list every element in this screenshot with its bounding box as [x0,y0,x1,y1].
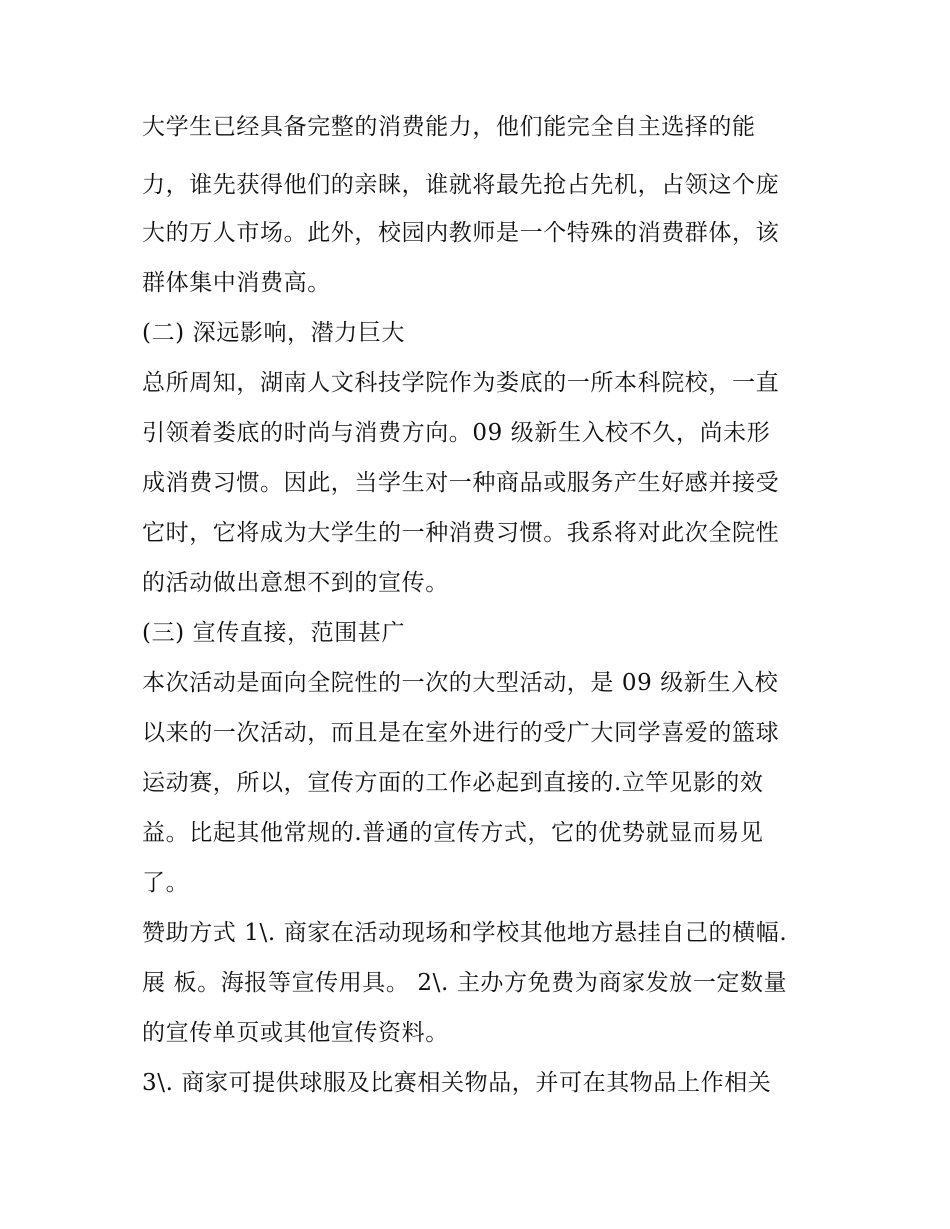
paragraph-line: 成消费习惯。因此，当学生对一种商品或服务产生好感并接受 [142,470,780,496]
paragraph-line: 了。 [142,870,190,896]
paragraph-line: 益。比起其他常规的.普通的宣传方式，它的优势就显而易见 [142,820,764,846]
section-heading: (二) 深远影响，潜力巨大 [142,320,406,346]
paragraph-line: 本次活动是面向全院性的一次的大型活动，是 09 级新生入校 [142,670,779,696]
paragraph-line: 大的万人市场。此外，校园内教师是一个特殊的消费群体，该 [142,220,780,246]
section-heading: (三) 宣传直接，范围甚广 [142,620,406,646]
paragraph-line: 总所周知，湖南人文科技学院作为娄底的一所本科院校，一直 [142,370,780,396]
paragraph-line: 的宣传单页或其他宣传资料。 [142,1020,449,1046]
paragraph-line: 赞助方式 1\. 商家在活动现场和学校其他地方悬挂自己的横幅. [142,920,788,946]
paragraph-line: 力，谁先获得他们的亲睐，谁就将最先抢占先机，占领这个庞 [142,172,780,198]
paragraph-line: 运动赛，所以，宣传方面的工作必起到直接的.立竿见影的效 [142,770,764,796]
paragraph-line: 群体集中消费高。 [142,270,331,296]
paragraph-line: 大学生已经具备完整的消费能力，他们能完全自主选择的能 [142,114,756,140]
paragraph-line: 3\. 商家可提供球服及比赛相关物品，并可在其物品上作相关 [142,1070,772,1096]
paragraph-line: 它时，它将成为大学生的一种消费习惯。我系将对此次全院性 [142,520,780,546]
paragraph-line: 展 板。海报等宣传用具。 2\. 主办方免费为商家发放一定数量 [142,970,788,996]
paragraph-line: 引领着娄底的时尚与消费方向。09 级新生入校不久，尚未形 [142,420,771,446]
paragraph-line: 的活动做出意想不到的宣传。 [142,570,449,596]
paragraph-line: 以来的一次活动，而且是在室外进行的受广大同学喜爱的篮球 [142,720,780,746]
